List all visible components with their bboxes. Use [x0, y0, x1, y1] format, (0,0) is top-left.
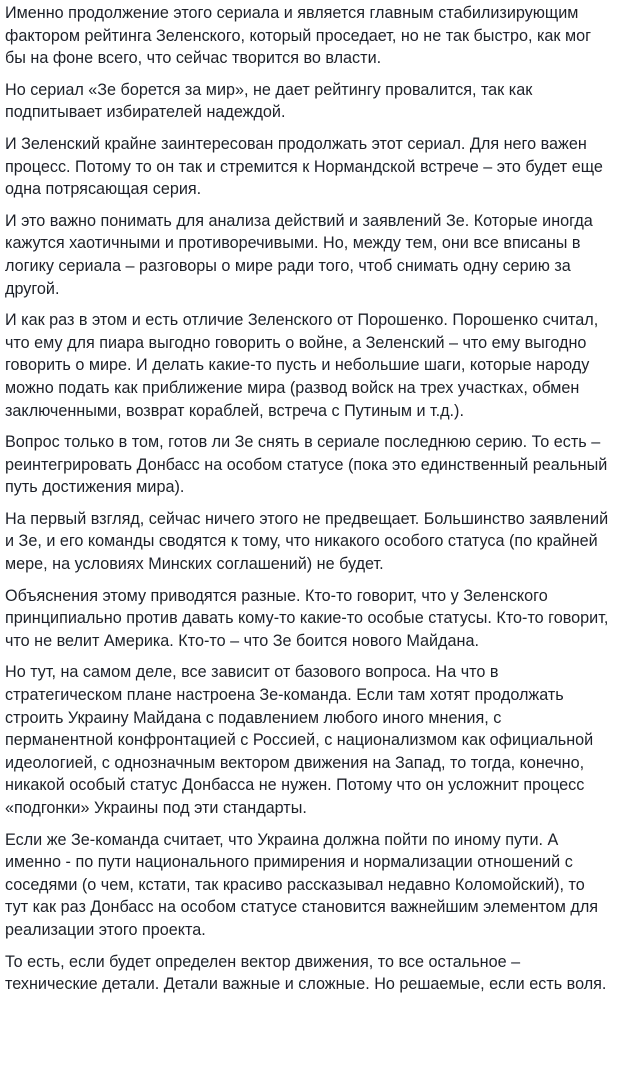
paragraph: И Зеленский крайне заинтересован продолжать этот сериал. Для него важен процесс. Потому то он так и стремится к Нормандской встрече – это будет еще одна потрясающая серия.	[5, 134, 603, 199]
paragraph: То есть, если будет определен вектор движения, то все остальное – технические детали. Детали важные и сложные. Но решаемые, если есть воля.	[5, 952, 607, 994]
paragraph: Именно продолжение этого сериала и является главным стабилизирующим фактором рейтинга Зеленского, который проседает, но не так быстро, как мог бы на фоне всего, что сейчас творится во власти.	[5, 4, 592, 68]
paragraph: На первый взгляд, сейчас ничего этого не предвещает. Большинство заявлений и Зе, и его команды сводятся к тому, что никакого особого статуса (по крайней мере, на условиях Минских соглашений) не будет.	[5, 509, 609, 574]
paragraph: Вопрос только в том, готов ли Зе снять в сериале последнюю серию. То есть – реинтегрировать Донбасс на особом статусе (пока это единственный реальный путь достижения мира).	[5, 433, 608, 497]
paragraph: И как раз в этом и есть отличие Зеленского от Порошенко. Порошенко считал, что ему для пиара выгодно говорить о войне, а Зеленский – что ему выгодно говорить о мире. И делать какие-то пусть и небольшие шаги, которые народу можно подать как приближение мира (развод войск на трех участках, обмен заключенными, возврат кораблей, встреча с Путиным и т.д.).	[5, 311, 599, 420]
paragraph: Если же Зе-команда считает, что Украина должна пойти по иному пути. А именно - по пути национального примирения и нормализации отношений с соседями (о чем, кстати, так красиво рассказывал недавно Коломойский), то тут как раз Донбасс на особом статусе становится важнейшим элементом для реализации этого проекта.	[5, 830, 599, 939]
paragraph: И это важно понимать для анализа действий и заявлений Зе. Которые иногда кажутся хаотичными и противоречивыми. Но, между тем, они все вписаны в логику сериала – разговоры о мире ради того, чтоб снимать одну серию за другой.	[5, 211, 593, 298]
paragraph: Но тут, на самом деле, все зависит от базового вопроса. На что в стратегическом плане настроена Зе-команда. Если там хотят продолжать строить Украину Майдана с подавлением любого иного мнения, с перманентной конфронтацией с Россией, с национализмом как официальной идеологией, с однозначным вектором движения на Запад, то тогда, конечно, никакой особый статус Донбасса не нужен. Потому что он усложнит процесс «подгонки» Украины под эти стандарты.	[5, 663, 594, 817]
paragraph: Но сериал «Зе борется за мир», не дает рейтингу провалится, так как подпитывает избирателей надеждой.	[5, 80, 533, 122]
paragraph: Объяснения этому приводятся разные. Кто-то говорит, что у Зеленского принципиально против давать кому-то какие-то особые статусы. Кто-то говорит, что не велит Америка. Кто-то – что Зе боится нового Майдана.	[5, 586, 609, 650]
